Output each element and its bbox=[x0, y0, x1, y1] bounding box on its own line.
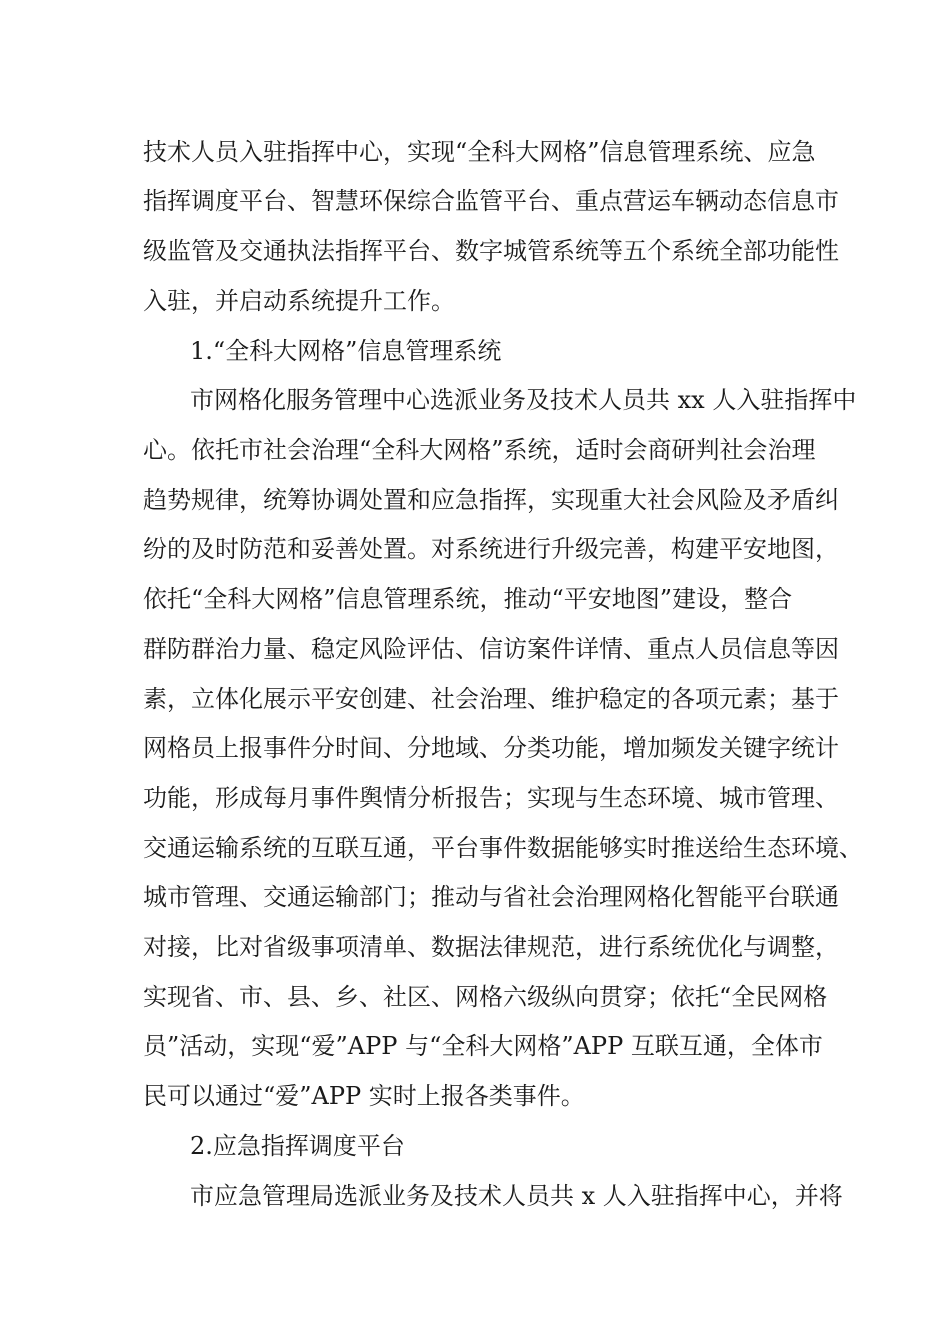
body-text-line: 技术人员入驻指挥中心，实现“全科大网格”信息管理系统、应急 bbox=[143, 138, 816, 166]
body-text-line: 心。依托市社会治理“全科大网格”系统，适时会商研判社会治理 bbox=[143, 436, 816, 464]
body-text-line: 依托“全科大网格”信息管理系统，推动“平安地图”建设，整合 bbox=[143, 585, 793, 613]
section-heading: 1.“全科大网格”信息管理系统 bbox=[190, 337, 502, 365]
body-text-line: 实现省、市、县、乡、社区、网格六级纵向贯穿；依托“全民网格 bbox=[143, 983, 828, 1011]
body-text-line: 城市管理、交通运输部门；推动与省社会治理网格化智能平台联通 bbox=[143, 883, 839, 911]
body-text-line: 群防群治力量、稳定风险评估、信访案件详情、重点人员信息等因 bbox=[143, 635, 839, 663]
body-text-line: 级监管及交通执法指挥平台、数字城管系统等五个系统全部功能性 bbox=[143, 237, 839, 265]
body-text-line: 入驻，并启动系统提升工作。 bbox=[143, 287, 455, 315]
body-text-line: 对接，比对省级事项清单、数据法律规范，进行系统优化与调整， bbox=[143, 933, 839, 961]
body-text-line: 员”活动，实现“爱”APP 与“全科大网格”APP 互联互通，全体市 bbox=[143, 1032, 823, 1060]
section-heading: 2.应急指挥调度平台 bbox=[190, 1132, 405, 1160]
body-text-line: 民可以通过“爱”APP 实时上报各类事件。 bbox=[143, 1082, 585, 1110]
body-text-line: 指挥调度平台、智慧环保综合监管平台、重点营运车辆动态信息市 bbox=[143, 187, 839, 215]
body-text-line: 功能，形成每月事件舆情分析报告；实现与生态环境、城市管理、 bbox=[143, 784, 839, 812]
body-text-line: 纷的及时防范和妥善处置。对系统进行升级完善，构建平安地图， bbox=[143, 535, 839, 563]
body-text-line: 网格员上报事件分时间、分地域、分类功能，增加频发关键字统计 bbox=[143, 734, 839, 762]
body-text-line: 趋势规律，统筹协调处置和应急指挥，实现重大社会风险及矛盾纠 bbox=[143, 486, 839, 514]
body-text-line: 市网格化服务管理中心选派业务及技术人员共 xx 人入驻指挥中 bbox=[190, 386, 857, 414]
body-text-line: 市应急管理局选派业务及技术人员共 x 人入驻指挥中心，并将 bbox=[190, 1182, 843, 1210]
body-text-line: 交通运输系统的互联互通，平台事件数据能够实时推送给生态环境、 bbox=[143, 834, 863, 862]
body-text-line: 素，立体化展示平安创建、社会治理、维护稳定的各项元素；基于 bbox=[143, 685, 839, 713]
